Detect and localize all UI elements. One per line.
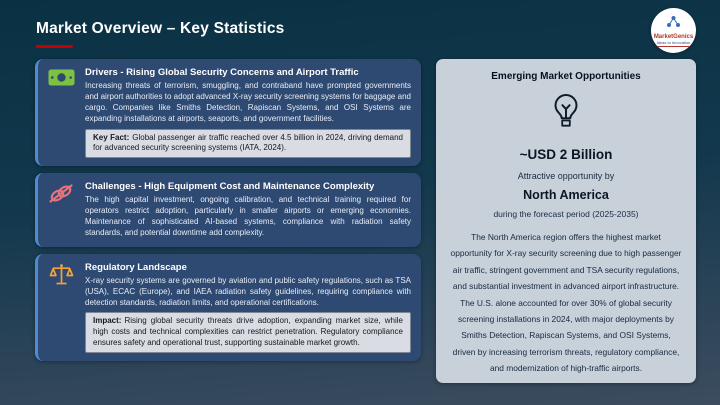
callout-text: Rising global security threats drive adoption, expanding market size, while high costs and technical complexities can restrict penetration. Regulatory compliance ensures safety and operational trust, supporting sustainable market growth. [93,316,403,348]
title-underline [36,45,73,48]
opportunity-panel-title: Emerging Market Opportunities [491,71,641,82]
callout-label: Impact: [93,316,122,326]
impact-callout [85,312,411,353]
card-title-regulatory: Regulatory Landscape [85,261,187,273]
card-challenges [35,173,421,247]
page-title: Market Overview – Key Statistics [36,20,285,37]
key-statistics-column [35,59,421,396]
slide-header [36,20,285,48]
card-body-regulatory: X-ray security systems are governed by aviation and public safety regulations, such as TSA (USA), ECAC (Europe), and IAEA radiation safety guidelines, requiring compliance with detection standards, radiation limits, and operational certifications. [85,275,411,307]
company-logo [651,8,696,53]
logo-tagline: Ideas to Innovation [656,39,691,45]
card-regulatory [35,254,421,361]
card-title-drivers: Drivers - Rising Global Security Concerns and Airport Traffic [85,67,359,78]
opportunity-period: during the forecast period (2025-2035) [493,209,639,219]
content-area [35,59,696,396]
key-fact-callout [85,129,411,159]
callout-text: Global passenger air traffic reached over 4.5 billion in 2024, driving demand for advanced security screening systems (IATA, 2024). [93,132,403,153]
opportunity-subtitle: Attractive opportunity by [517,171,615,181]
opportunity-panel [436,59,696,383]
banknote-icon [45,67,77,158]
scales-icon [45,262,77,353]
opportunity-value: ~USD 2 Billion [519,147,613,162]
callout-label: Key Fact: [93,132,130,142]
opportunity-region: North America [523,188,609,202]
molecule-icon [666,15,681,33]
logo-name: MarketGenics [653,33,694,40]
card-title-challenges: Challenges - High Equipment Cost and Maintenance Complexity [85,181,375,193]
lightbulb-icon [550,92,582,135]
opportunity-description: The North America region offers the highest market opportunity for X-ray security screening due to high passenger air traffic, stringent government and TSA security regulations, and substantial investment in advanced airport infrastructure. The U.S. alone accounted for over 30% of global security screening installations in 2024, with major deployments by Smiths Detection, Rapiscan Systems, and OSI Systems, driven by increasing terrorism threats, regulatory compliance, and modernization of high-traffic airports. [450,232,682,374]
card-body-challenges: The high capital investment, ongoing calibration, and technical training required for operators restrict adoption, particularly in smaller airports or emerging economies. Maintenance of sophisticated AI-based systems, compliance with radiation safety standards, and potential downtime add complexity. [85,195,411,237]
card-drivers [35,59,421,166]
broken-link-icon [45,181,77,239]
card-body-drivers: Increasing threats of terrorism, smuggling, and contraband have prompted governments and airport authorities to adopt advanced X-ray security screening systems for baggage and cargo. Companies like Smiths Detection, Rapiscan Systems, and OSI Systems are expanding installations at airports, seaports, and government facilities. [85,81,411,123]
